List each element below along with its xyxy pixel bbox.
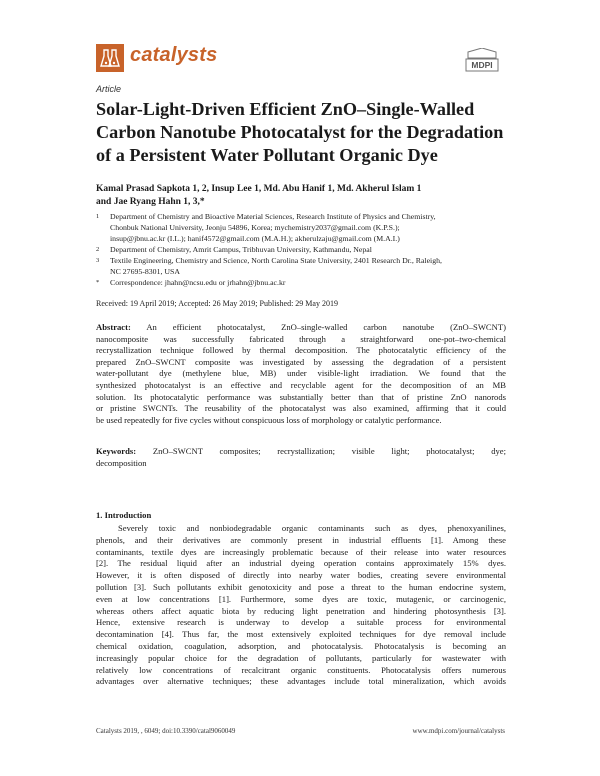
footer-citation: Catalysts 2019, , 6049; doi:10.3390/catal9060049 bbox=[96, 727, 236, 735]
body-line: [2]. The residual liquid after an industrial dyeing operation contains approximately 15% dyes. bbox=[96, 558, 506, 569]
abstract-line: prepared ZnO–SWCNT composite was investigated by assessing the degradation of a persistent bbox=[96, 356, 506, 367]
correspondence bbox=[96, 277, 501, 288]
title-line: Carbon Nanotube Photocatalyst for the Degradation bbox=[96, 122, 504, 142]
abstract-line: solution. Its photocatalytic performance was substantially better than that of pristine ZnO nanorods bbox=[96, 391, 506, 402]
body-line: advantages over alternative techniques; these advantages include total mineralization, which avoids bbox=[96, 676, 506, 687]
abstract-line: nanocomposite was successfully fabricated through a straightforward one-pot–two-chemical bbox=[96, 333, 506, 344]
affiliation-text: Chonbuk National University, Jeonju 54896, Korea; mychemistry2037@gmail.com (K.P.S.); bbox=[110, 223, 400, 232]
abstract-line: water-pollutant dye (methylene blue, MB) under visible-light irradiation. We found that the bbox=[96, 368, 506, 379]
affiliation-number: * bbox=[96, 279, 100, 286]
body-line: increasingly popular choice for the degradation of pollutants, particularly for wastewater with bbox=[96, 652, 506, 663]
footer-journal-url[interactable]: www.mdpi.com/journal/catalysts bbox=[412, 727, 505, 735]
affiliation-number: 1 bbox=[96, 213, 100, 220]
abstract bbox=[96, 322, 506, 426]
affiliations bbox=[96, 211, 501, 288]
keywords-line: decomposition bbox=[96, 457, 147, 468]
publisher-logo bbox=[462, 48, 502, 74]
affiliation-text: Textile Engineering, Chemistry and Science, North Carolina State University, 2401 Research Dr., Raleigh, bbox=[110, 256, 442, 265]
publisher-name: MDPI bbox=[471, 60, 493, 70]
abstract-line: or pristine SWCNTs. The reusability of the photocatalyst was also examined, affirming that it could bbox=[96, 403, 506, 414]
abstract-line: recrystallization technique followed by thermal decomposition. The photocatalytic efficiency of the bbox=[96, 345, 506, 356]
body-line: even at low concentrations [1]. Furthermore, some dyes are toxic, mutagenic, or carcinogenic, bbox=[96, 593, 506, 604]
author-list bbox=[96, 183, 506, 209]
abstract-label: Abstract: bbox=[96, 322, 131, 332]
affiliation-text: Department of Chemistry, Amrit Campus, Tribhuvan University, Kathmandu, Nepal bbox=[110, 245, 372, 254]
body-line: Hence, extensive research is underway to develop a suitable process for environmental bbox=[96, 617, 506, 628]
paper-title bbox=[96, 98, 516, 167]
abstract-text: An efficient photocatalyst, ZnO–single-walled carbon nanotube (ZnO–SWCNT) bbox=[146, 322, 506, 332]
article-type: Article bbox=[96, 84, 122, 94]
affiliation-number: 2 bbox=[96, 246, 100, 253]
correspondence-text: Correspondence: jhahn@ncsu.edu or jrhahn@jbnu.ac.kr bbox=[110, 278, 286, 287]
flask-icon bbox=[96, 44, 124, 72]
abstract-line: be used repeatedly for five cycles without conspicuous loss of morphology or catalytic performance. bbox=[96, 414, 442, 425]
affiliation-text: Department of Chemistry and Bioactive Material Sciences, Research Institute of Physics and Chemistry, bbox=[110, 212, 436, 221]
affiliation-item bbox=[96, 211, 501, 244]
abstract-line: synthesized photocatalyst is an effective and recyclable agent for the decomposition of an MB bbox=[96, 379, 506, 390]
keywords-text: ZnO–SWCNT composites; recrystallization; visible light; photocatalyst; dye; bbox=[152, 446, 506, 456]
title-line: Solar-Light-Driven Efficient ZnO–Single-Walled bbox=[96, 99, 475, 119]
body-line: decontamination [4]. Thus far, the most extensively exploited techniques for dye removal include bbox=[96, 629, 506, 640]
body-line: whereas others affect aquatic biota by reducing light penetration and hindering photosynthesis [3]. bbox=[96, 605, 506, 616]
body-line: relatively low concentrations of recalcitrant organic constituents. Photocatalysis offers numerous bbox=[96, 664, 506, 675]
author-line: Kamal Prasad Sapkota 1, 2, Insup Lee 1, Md. Abu Hanif 1, Md. Akherul Islam 1 bbox=[96, 184, 422, 194]
publication-dates: Received: 19 April 2019; Accepted: 26 May 2019; Published: 29 May 2019 bbox=[96, 299, 338, 308]
body-line: chemical oxidation, coagulation, adsorption, and photocatalysis. Photocatalysis is becoming an bbox=[96, 640, 506, 651]
body-line: contaminants, textile dyes are increasingly problematic because of their release into water resources bbox=[96, 546, 506, 557]
abstract-line bbox=[96, 322, 506, 334]
journal-name: catalysts bbox=[130, 44, 218, 66]
body-line: pollution [3]. Such pollutants exhibit genotoxicity and pose a threat to the human endocrine system, bbox=[96, 581, 506, 592]
journal-logo bbox=[96, 44, 124, 72]
affiliation-text: insup@jbnu.ac.kr (I.L.); hanif4572@gmail.com (M.A.H.); akherulzaju@gmail.com (M.A.I.) bbox=[110, 234, 400, 243]
keywords bbox=[96, 446, 506, 469]
affiliation-number: 3 bbox=[96, 257, 100, 264]
affiliation-item bbox=[96, 255, 501, 277]
keywords-label: Keywords: bbox=[96, 446, 137, 456]
body-line: However, it is often disposed of directly into nearby water bodies, creating severe environmental bbox=[96, 570, 506, 581]
affiliation-item bbox=[96, 244, 501, 255]
section-heading: 1. Introduction bbox=[96, 510, 152, 520]
author-line: and Jae Ryang Hahn 1, 3,* bbox=[96, 197, 205, 207]
section-body bbox=[96, 523, 506, 688]
keywords-line bbox=[96, 446, 506, 458]
affiliation-text: NC 27695-8301, USA bbox=[110, 267, 180, 276]
title-line: of a Persistent Water Pollutant Organic Dye bbox=[96, 145, 438, 165]
body-line: Severely toxic and nonbiodegradable organic contaminants such as dyes, phenoxyanilines, bbox=[118, 523, 506, 533]
body-line: phenols, and their derivatives are commonly present in industrial effluents [1]. Among these bbox=[96, 534, 506, 545]
